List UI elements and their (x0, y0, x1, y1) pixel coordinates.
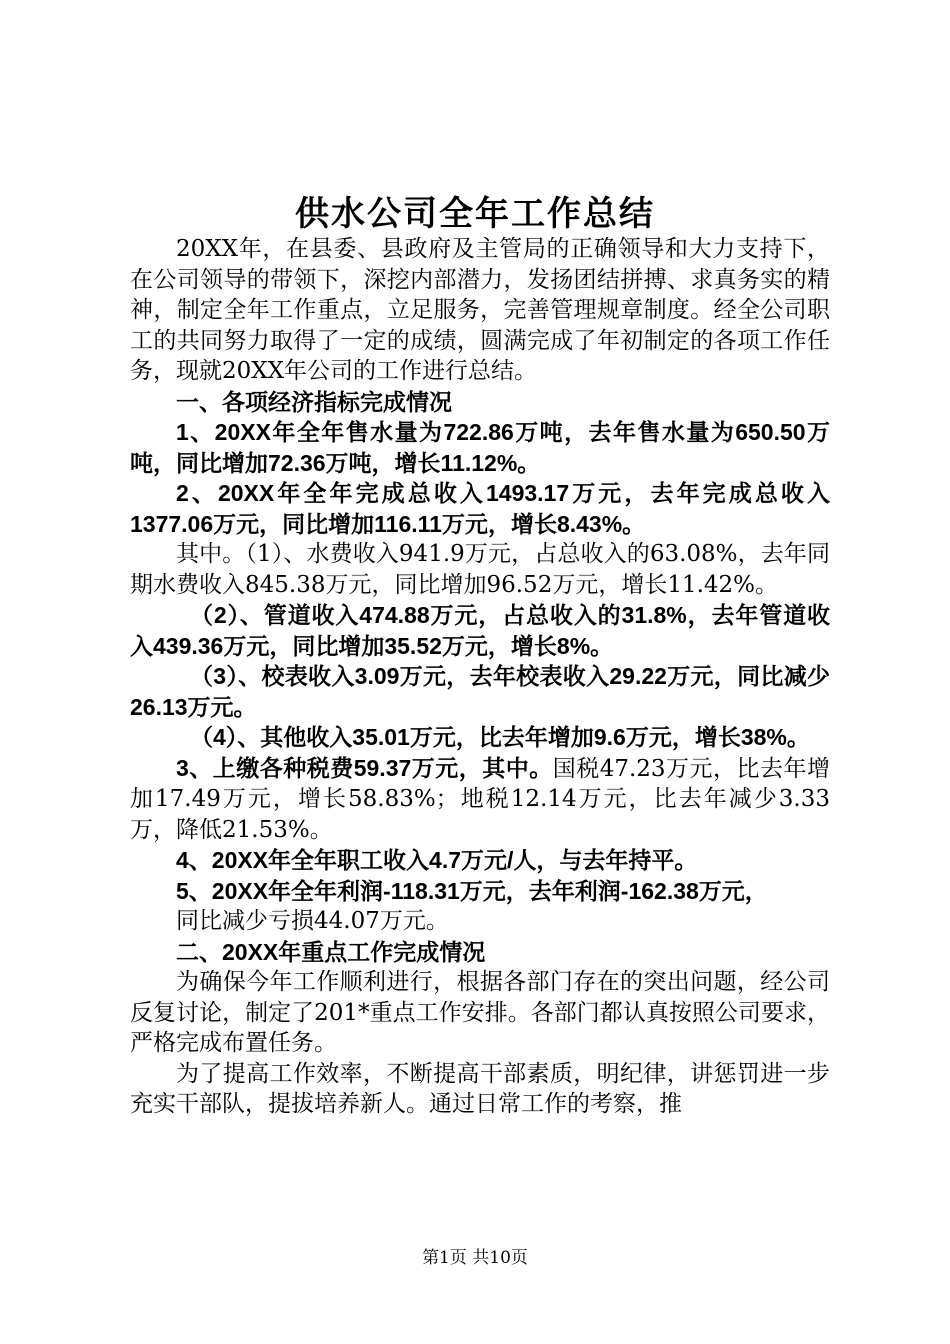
section-heading-1: 一、各项经济指标完成情况 (176, 388, 452, 415)
item-taxes (130, 753, 830, 846)
section-heading-2: 二、20XX年重点工作完成情况 (176, 938, 486, 965)
document-title: 供水公司全年工作总结 (295, 194, 655, 234)
item-taxes-detail: 国税47.23万元，比去年增加17.49万元，增长58.83%；地税12.14万元，比去年减少3.33万，降低21.53%。 (130, 755, 830, 843)
item-pipeline-revenue: （2）、管道收入474.88万元，占总收入的31.8%，去年管道收入439.36万元，同比增加35.52万元，增长8%。 (130, 602, 830, 659)
document-body (130, 234, 830, 1120)
item-water-fee-revenue: 其中。（1）、水费收入941.9万元，占总收入的63.08%，去年同期水费收入845.38万元，同比增加96.52万元，增长11.42%。 (130, 541, 830, 598)
page-footer: 第1页 共10页 (422, 1248, 528, 1268)
item-profit: 5、20XX年全年利润-118.31万元，去年利润-162.38万元， (176, 877, 768, 904)
item-other-revenue: （4）、其他收入35.01万元，比去年增加9.6万元，增长38%。 (190, 724, 810, 750)
key-work-paragraph: 为确保今年工作顺利进行，根据各部门存在的突出问题，经公司反复讨论，制定了201*重点工作安排。各部门都认真按照公司要求，严格完成布置任务。 (130, 969, 830, 1056)
item-water-sales: 1、20XX年全年售水量为722.86万吨，去年售水量为650.50万吨，同比增加72.36万吨，增长11.12%。 (130, 419, 830, 476)
item-meter-revenue: （3）、校表收入3.09万元，去年校表收入29.22万元，同比减少26.13万元。 (130, 663, 830, 720)
item-staff-income: 4、20XX年全年职工收入4.7万元/人，与去年持平。 (176, 847, 698, 873)
efficiency-paragraph: 为了提高工作效率，不断提高干部素质，明纪律，讲惩罚进一步充实干部队，提拔培养新人。通过日常工作的考察，推 (130, 1060, 830, 1117)
intro-paragraph: 20XX年，在县委、县政府及主管局的正确领导和大力支持下，在公司领导的带领下，深挖内部潜力，发扬团结拼搏、求真务实的精神，制定全年工作重点，立足服务，完善管理规章制度。经全公司职工的共同努力取得了一定的成绩，圆满完成了年初制定的各项工作任务，现就20XX年公司的工作进行总结。 (130, 236, 830, 384)
item-taxes-lead: 3、上缴各种税费59.37万元，其中。 (176, 754, 553, 781)
item-total-revenue: 2、20XX年全年完成总收入1493.17万元，去年完成总收入1377.06万元，同比增加116.11万元，增长8.43%。 (130, 480, 830, 537)
item-profit-continued: 同比减少亏损44.07万元。 (176, 908, 449, 934)
